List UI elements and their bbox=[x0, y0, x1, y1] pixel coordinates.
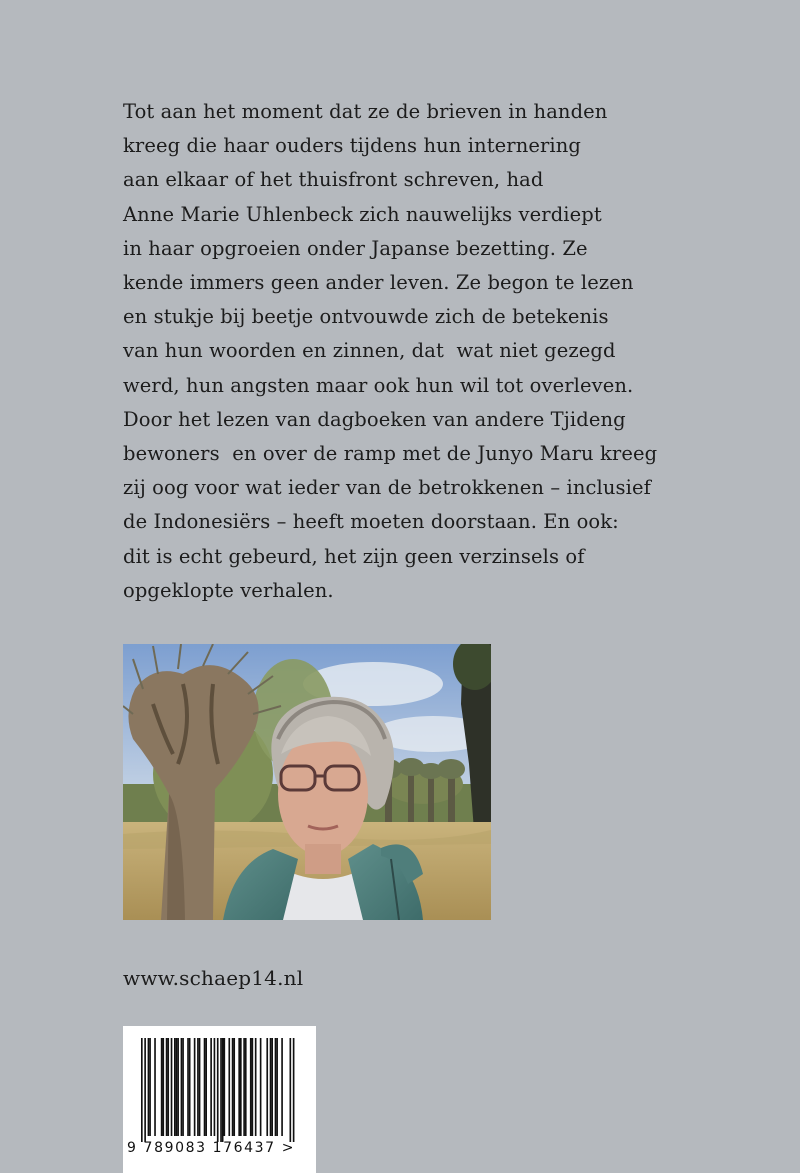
barcode-bar bbox=[154, 1038, 156, 1136]
barcode-bar bbox=[197, 1038, 199, 1136]
barcode-bar bbox=[174, 1038, 176, 1136]
blurb-line: en stukje bij beetje ontvouwde zich de betekenis bbox=[123, 305, 609, 329]
barcode-bar bbox=[141, 1038, 143, 1142]
barcode-bar bbox=[281, 1038, 283, 1136]
barcode-bar bbox=[167, 1038, 169, 1136]
blurb-line: Tot aan het moment dat ze de brieven in handen bbox=[123, 100, 608, 123]
isbn-number: 9 789083 176437 > bbox=[127, 1140, 296, 1156]
barcode-bar bbox=[240, 1038, 242, 1136]
barcode-bar bbox=[271, 1038, 273, 1136]
barcode-bar bbox=[290, 1038, 292, 1142]
barcode-bar bbox=[243, 1038, 245, 1136]
barcode-bar bbox=[252, 1038, 254, 1136]
blurb-line: bewoners en over de ramp met de Junyo Maru kreeg bbox=[123, 442, 658, 466]
barcode-bar bbox=[176, 1038, 178, 1136]
barcode-bar bbox=[194, 1038, 196, 1136]
barcode-bar bbox=[224, 1038, 226, 1136]
barcode-bar bbox=[260, 1038, 262, 1136]
blurb-line: kreeg die haar ouders tijdens hun internering bbox=[123, 134, 582, 158]
barcode-bar bbox=[270, 1038, 272, 1136]
blurb-line: werd, hun angsten maar ook hun wil tot overleven. bbox=[123, 373, 634, 397]
barcode-bar bbox=[199, 1038, 201, 1136]
barcode-bar bbox=[187, 1038, 189, 1136]
back-cover-blurb bbox=[123, 95, 723, 608]
barcode-bar bbox=[255, 1038, 257, 1136]
barcode-bar bbox=[222, 1038, 224, 1142]
isbn-barcode bbox=[123, 1026, 316, 1173]
barcode-bar bbox=[232, 1038, 234, 1136]
barcode-bar bbox=[217, 1038, 219, 1142]
barcode-bar bbox=[189, 1038, 191, 1136]
blurb-line: zij oog voor wat ieder van de betrokkenen – inclusief bbox=[123, 476, 651, 500]
barcode-bar bbox=[182, 1038, 184, 1136]
barcode-bar bbox=[293, 1038, 295, 1142]
barcode-bar bbox=[214, 1038, 216, 1136]
barcode-bar bbox=[149, 1038, 151, 1136]
blurb-line: de Indonesiërs – heeft moeten doorstaan. En ook: bbox=[123, 510, 619, 534]
barcode-bar bbox=[205, 1038, 207, 1136]
barcode-bar bbox=[228, 1038, 230, 1136]
barcode-bar bbox=[276, 1038, 278, 1136]
author-photo-illustration bbox=[123, 644, 491, 920]
blurb-line: van hun woorden en zinnen, dat wat niet gezegd bbox=[123, 339, 616, 363]
barcode-bar bbox=[233, 1038, 235, 1136]
barcode-bar bbox=[245, 1038, 247, 1136]
blurb-line: Anne Marie Uhlenbeck zich nauwelijks verdiept bbox=[123, 202, 602, 226]
blurb-line: kende immers geen ander leven. Ze begon te lezen bbox=[123, 271, 634, 295]
blurb-line: Door het lezen van dagboeken van andere Tjideng bbox=[123, 407, 626, 431]
author-photo bbox=[123, 644, 491, 920]
barcode-bar bbox=[177, 1038, 179, 1136]
barcode-bar bbox=[171, 1038, 173, 1136]
blurb-line: aan elkaar of het thuisfront schreven, had bbox=[123, 168, 544, 192]
blurb-line: in haar opgroeien onder Japanse bezetting. Ze bbox=[123, 236, 588, 260]
barcode-bar bbox=[181, 1038, 183, 1136]
publisher-website[interactable]: www.schaep14.nl bbox=[123, 966, 304, 990]
barcode-bar bbox=[162, 1038, 164, 1136]
barcode-bar bbox=[266, 1038, 268, 1136]
blurb-line: dit is echt gebeurd, het zijn geen verzinsels of bbox=[123, 544, 585, 568]
barcode-bar bbox=[148, 1038, 150, 1136]
barcode-bar bbox=[238, 1038, 240, 1136]
barcode-bar bbox=[166, 1038, 168, 1136]
blurb-line: opgeklopte verhalen. bbox=[123, 578, 334, 602]
barcode-bar bbox=[161, 1038, 163, 1136]
barcode-bar bbox=[210, 1038, 212, 1136]
barcode-bar bbox=[275, 1038, 277, 1136]
barcode-bar bbox=[250, 1038, 252, 1136]
barcode-bar bbox=[220, 1038, 222, 1142]
barcode-bar bbox=[144, 1038, 146, 1142]
barcode-bar bbox=[204, 1038, 206, 1136]
